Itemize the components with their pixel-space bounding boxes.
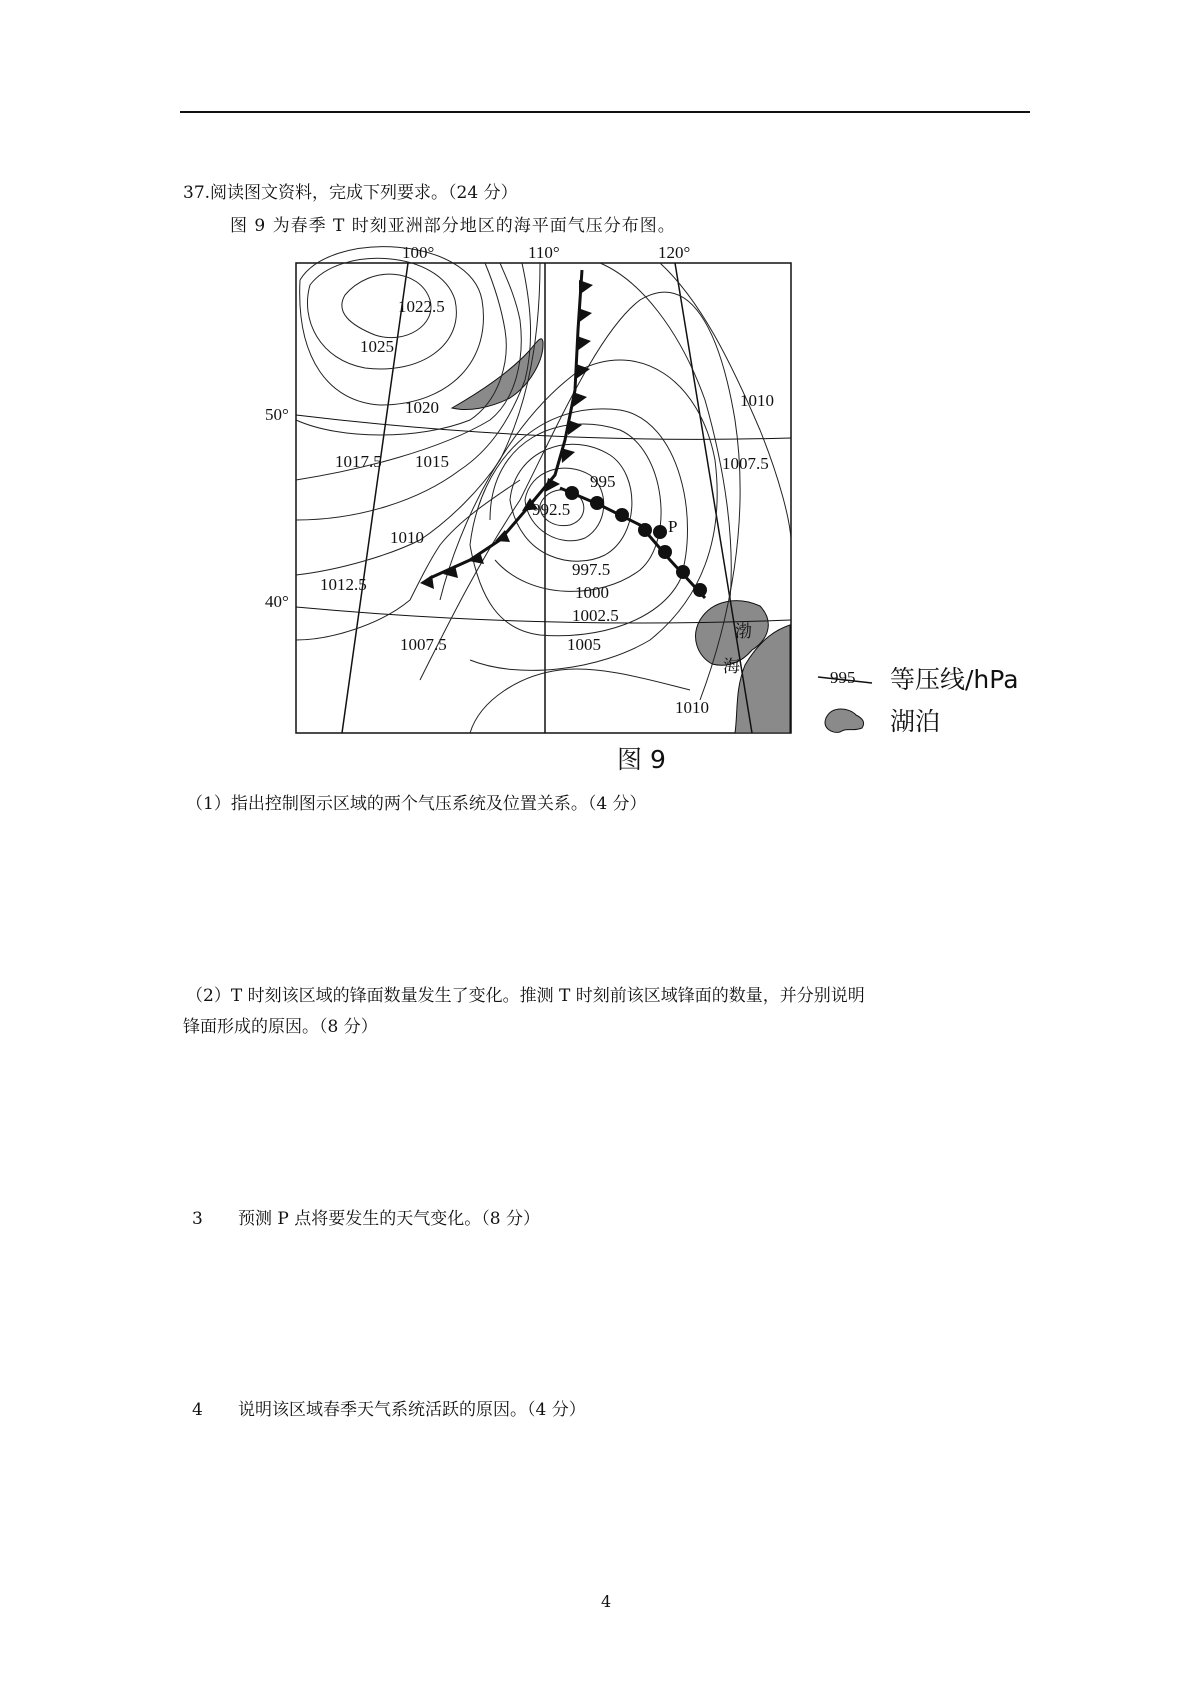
question-header: 37.阅读图文资料，完成下列要求。（24 分） bbox=[183, 183, 518, 203]
legend-isobar-text: 等压线/hPa bbox=[890, 665, 1019, 694]
question-part-2 bbox=[186, 984, 865, 1008]
point-p-label: P bbox=[668, 517, 678, 536]
latitude-label-50: 50° bbox=[265, 405, 289, 424]
longitude-label-110: 110° bbox=[528, 243, 560, 262]
isobar-label: 1015 bbox=[415, 452, 449, 471]
figure-caption: 图 9 bbox=[617, 745, 666, 774]
longitude-label-100: 100° bbox=[402, 243, 435, 262]
warm-front bbox=[560, 486, 707, 598]
part-marker: （1） bbox=[186, 794, 231, 814]
part-marker: （2） bbox=[186, 986, 231, 1006]
sea-label-char: 海 bbox=[723, 657, 740, 677]
isobar-label: 1012.5 bbox=[320, 575, 367, 594]
longitude-label-120: 120° bbox=[658, 243, 691, 262]
isobar-label: 1005 bbox=[567, 635, 601, 654]
isobar-label: 992.5 bbox=[532, 500, 571, 519]
isobar-label: 1025 bbox=[360, 337, 394, 356]
figure-intro: 图 9 为春季 T 时刻亚洲部分地区的海平面气压分布图。 bbox=[230, 216, 676, 236]
question-part-3 bbox=[192, 1207, 540, 1231]
question-part-4 bbox=[192, 1398, 586, 1422]
isobar-label: 1000 bbox=[575, 583, 609, 602]
parallel-50 bbox=[296, 415, 791, 439]
question-part-2-cont: 锋面形成的原因。（8 分） bbox=[183, 1017, 378, 1037]
part-text: T 时刻该区域的锋面数量发生了变化。推测 T 时刻前该区域锋面的数量，并分别说明 bbox=[230, 986, 865, 1006]
pressure-map-figure bbox=[0, 0, 1200, 800]
isobar-label: 997.5 bbox=[572, 560, 611, 579]
isobar-label: 1007.5 bbox=[722, 454, 769, 473]
page-number: 4 bbox=[601, 1592, 612, 1611]
isobar-label: 1010 bbox=[675, 698, 709, 717]
isobar-label: 995 bbox=[590, 472, 616, 491]
isobar-label: 1007.5 bbox=[400, 635, 447, 654]
latitude-label-40: 40° bbox=[265, 592, 289, 611]
isobar-label: 1002.5 bbox=[572, 606, 619, 625]
part-text: 指出控制图示区域的两个气压系统及位置关系。（4 分） bbox=[230, 794, 647, 814]
isobar-label: 1020 bbox=[405, 398, 439, 417]
legend-isobar-value: 995 bbox=[830, 668, 856, 687]
point-p-marker bbox=[653, 525, 667, 539]
meridian-100 bbox=[342, 263, 408, 733]
isobar-label: 1017.5 bbox=[335, 452, 382, 471]
isobar-label: 1010 bbox=[740, 391, 774, 410]
legend-lake-icon bbox=[825, 709, 864, 732]
part-text: 说明该区域春季天气系统活跃的原因。（4 分） bbox=[238, 1400, 586, 1420]
sea-label-char: 渤 bbox=[735, 622, 752, 642]
question-part-1 bbox=[186, 792, 647, 816]
legend-lake-text: 湖泊 bbox=[890, 707, 941, 736]
part-marker: 3 bbox=[192, 1209, 203, 1229]
isobar-label: 1010 bbox=[390, 528, 424, 547]
isobar-label: 1022.5 bbox=[398, 297, 445, 316]
part-marker: 4 bbox=[192, 1400, 203, 1420]
part-text: 预测 P 点将要发生的天气变化。（8 分） bbox=[238, 1209, 540, 1229]
